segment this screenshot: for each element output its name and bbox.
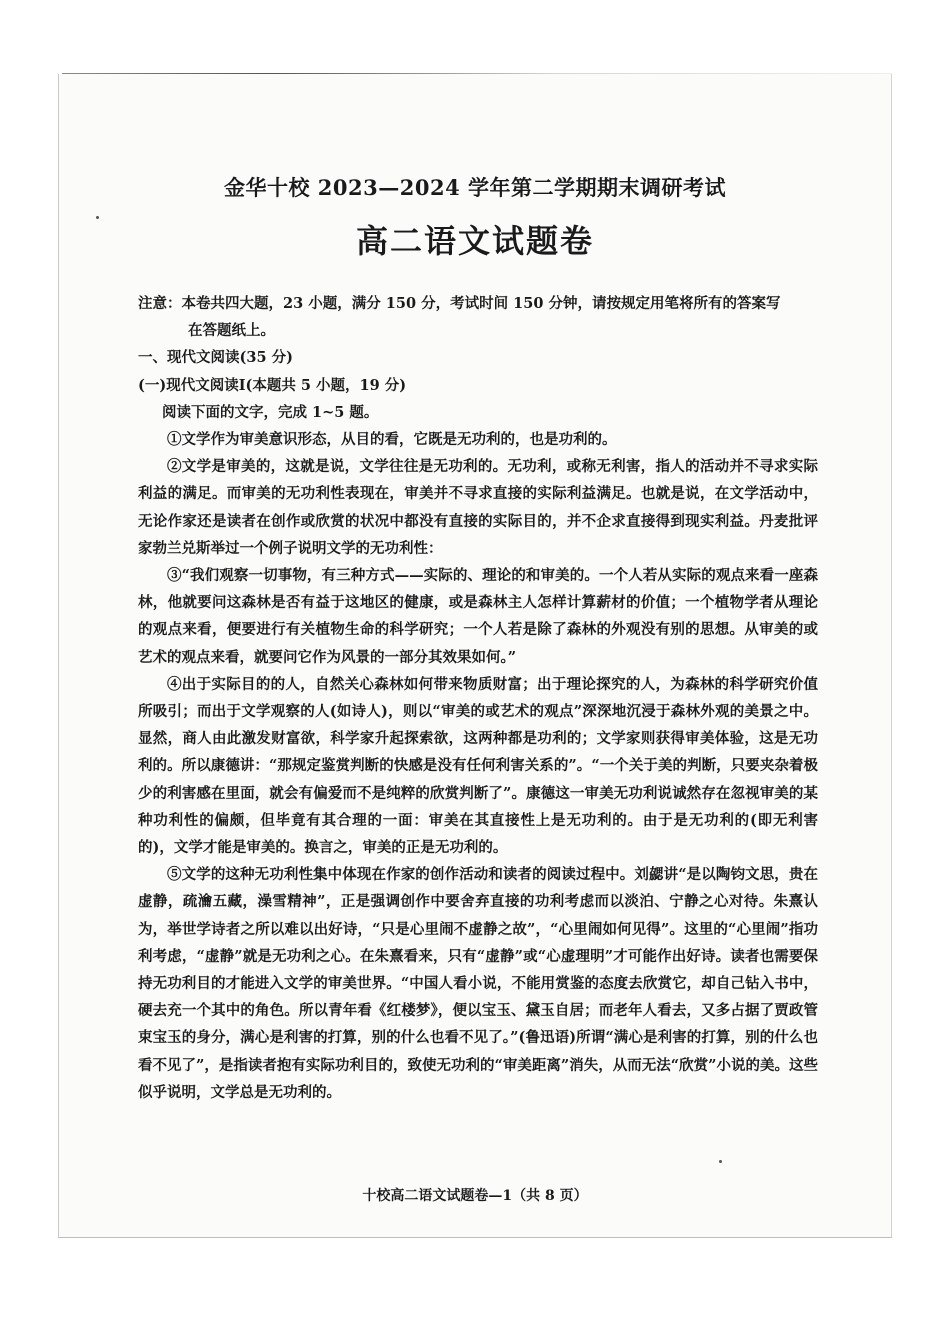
sub-section-heading: (一)现代文阅读Ⅰ(本题共 5 小题，19 分) [138,376,407,394]
scan-speck [719,1160,722,1163]
exam-content [138,290,818,1106]
paragraph-2: ②文学是审美的，这就是说，文学往往是无功利的。无功利，或称无利害，指人的活动并不寻求实际利益的满足。而审美的无功利性表现在，审美并不寻求直接的实际利益满足。也就是说，在文学活动中，无论作家还是读者在创作或欣赏的状况中都没有直接的实际目的，并不企求直接得到现实利益。丹麦批评家勃兰兑斯举过一个例子说明文学的无功利性： [138,458,818,557]
paragraph-3: ③“我们观察一切事物，有三种方式——实际的、理论的和审美的。一个人若从实际的观点来看一座森林，他就要问这森林是否有益于这地区的健康，或是森林主人怎样计算薪材的价值；一个植物学者从理论的观点来看，便要进行有关植物生命的科学研究；一个人若是除了森林的外观没有别的思想。从审美的或艺术的观点来看，就要问它作为风景的一部分其效果如何。” [138,567,818,666]
exam-subtitle: 高二语文试题卷 [355,222,594,260]
page-footer: 十校高二语文试题卷—1（共 8 页） [362,1188,588,1204]
paragraph-5: ⑤文学的这种无功利性集中体现在作家的创作活动和读者的阅读过程中。刘勰讲“是以陶钧文思，贵在虚静，疏瀹五藏，澡雪精神”，正是强调创作中要舍弃直接的功利考虑而以淡泊、宁静之心对待。朱熹认为，举世学诗者之所以难以出好诗，“只是心里闹不虚静之故”，“心里闹如何见得”。这里的“心里闹”指功利考虑，“虚静”就是无功利之心。在朱熹看来，只有“虚静”或“心虚理明”才可能作出好诗。读者也需要保持无功利目的才能进入文学的审美世界。“中国人看小说，不能用赏鉴的态度去欣赏它，却自己钻入书中，硬去充一个其中的角色。所以青年看《红楼梦》，便以宝玉、黛玉自居；而老年人看去，又多占据了贾政管束宝玉的身分，满心是利害的打算，别的什么也看不见了。”(鲁迅语)所谓“满心是利害的打算，别的什么也看不见了”，是指读者抱有实际功利目的，致使无功利的“审美距离”消失，从而无法“欣赏”小说的美。这些似乎说明，文学总是无功利的。 [138,866,818,1101]
paragraph-1: ①文学作为审美意识形态，从目的看，它既是无功利的，也是功利的。 [167,431,617,449]
reading-instruction: 阅读下面的文字，完成 1~5 题。 [162,403,379,421]
notice-line-2: 在答题纸上。 [188,322,275,340]
notice-line-1: 注意：本卷共四大题，23 小题，满分 150 分，考试时间 150 分钟，请按规定用笔将所有的答案写 [138,295,781,312]
paragraph-4: ④出于实际目的的人，自然关心森林如何带来物质财富；出于理论探究的人，为森林的科学研究价值所吸引；而出于文学观察的人(如诗人)，则以“审美的或艺术的观点”深深地沉浸于森林外观的美景之中。显然，商人由此激发财富欲，科学家升起探索欲，这两种都是功利的；文学家则获得审美体验，这是无功利的。所以康德讲：“那规定鉴赏判断的快感是没有任何利害关系的”。“一个关于美的判断，只要夹杂着极少的利害感在里面，就会有偏爱而不是纯粹的欣赏判断了”。康德这一审美无功利说诚然存在忽视审美的某种功利性的偏颇，但毕竟有其合理的一面：审美在其直接性上是无功利的。由于是无功利的(即无利害的)，文学才能是审美的。换言之，审美的正是无功利的。 [138,675,818,857]
section-heading: 一、现代文阅读(35 分) [138,349,293,367]
exam-title: 金华十校 2023—2024 学年第二学期期末调研考试 [223,175,726,200]
